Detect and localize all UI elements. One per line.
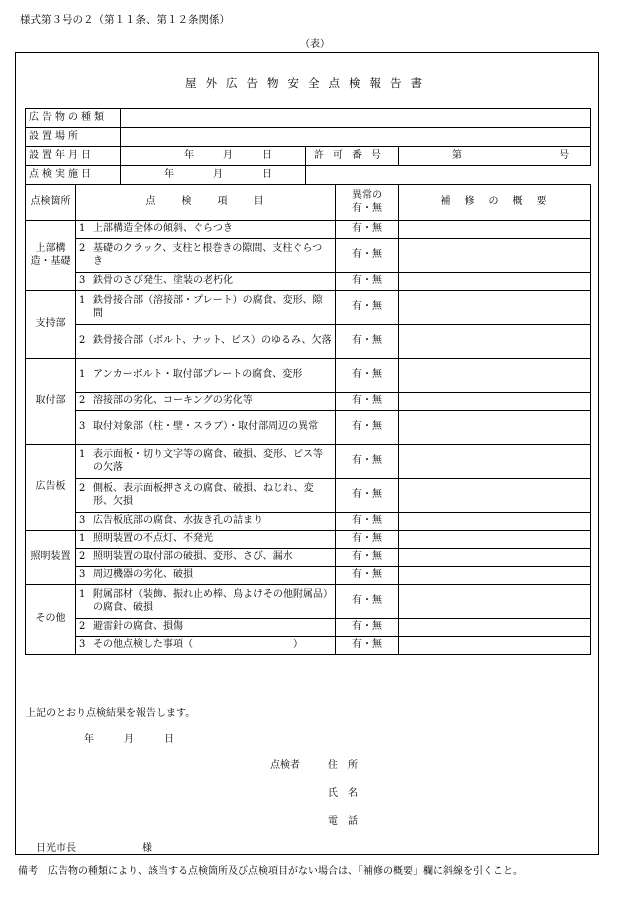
check-item [76,637,336,655]
check-item [76,479,336,513]
side-label: （表） [300,39,330,50]
item-text: 広告板底部の腐食、水抜き孔の詰まり [93,515,263,527]
month-unit: 月 [213,168,223,180]
abnormal-choice[interactable]: 有・無 [336,567,399,585]
item-text: 鉄骨のさび発生、塗装の老朽化 [93,275,233,287]
section-label: 広告板 [26,445,76,531]
remarks-note: 備考 広告物の種類により、該当する点検箇所及び点検項目がない場合は、「補修の概要」欄に斜線を引くこと。 [18,866,523,877]
permit-suffix: 号 [559,149,570,161]
permit-label: 許可番号 [306,147,399,166]
name-label: 氏 名 [328,788,358,799]
table-row [26,585,591,619]
item-number: 2 [79,395,86,407]
item-number: 2 [79,621,86,633]
repair-summary-cell[interactable] [399,445,591,479]
phone-label: 電 話 [328,816,358,827]
check-item [76,549,336,567]
item-number: 1 [79,295,86,306]
honorific-label: 様 [142,843,152,854]
check-item [76,567,336,585]
repair-summary-cell[interactable] [399,359,591,393]
check-item [76,359,336,393]
item-text: 鉄骨接合部（ボルト、ナット、ビス）のゆるみ、欠落 [93,335,332,347]
items-header: 点 検 項 目 [76,185,336,221]
day-unit: 日 [262,149,272,161]
abnormal-choice[interactable]: 有・無 [336,273,399,291]
item-text: 周辺機器の劣化、破損 [93,569,193,581]
item-text: 避雷針の腐食、損傷 [93,621,183,633]
item-text: アンカーボルト・取付部プレートの腐食、変形 [93,369,303,381]
item-number: 3 [79,639,86,651]
table-row [26,393,591,411]
abnormal-choice[interactable]: 有・無 [336,445,399,479]
check-item [76,291,336,325]
form-number: 様式第３号の２（第１１条、第１２条関係） [20,14,230,26]
check-item [76,619,336,637]
item-text: 照明装置の不点灯、不発光 [93,533,213,545]
abnormal-choice[interactable]: 有・無 [336,411,399,445]
abnormal-choice[interactable]: 有・無 [336,585,399,619]
repair-summary-cell[interactable] [399,479,591,513]
abnormal-choice[interactable]: 有・無 [336,637,399,655]
inspector-label: 点検者 [270,760,300,771]
item-number: 1 [79,449,86,460]
permit-field[interactable] [399,147,591,166]
abnormal-choice[interactable]: 有・無 [336,359,399,393]
item-number: 3 [79,421,86,433]
item-number: 1 [79,533,86,545]
abnormal-choice[interactable]: 有・無 [336,479,399,513]
item-text: 照明装置の取付部の破損、変形、さび、漏水 [93,551,293,563]
repair-summary-cell[interactable] [399,325,591,359]
page-title: 屋外広告物安全点検報告書 [185,76,431,90]
install-date-field[interactable] [121,147,306,166]
table-row [26,479,591,513]
table-row [26,325,591,359]
item-text: 附属部材（装飾、振れ止め棒、鳥よけその他附属品）の腐食、破損 [93,589,328,613]
item-number: 3 [79,275,86,287]
inspect-date-label: 点検実施日 [26,166,121,185]
check-item [76,445,336,479]
repair-summary-cell[interactable] [399,619,591,637]
item-number: 1 [79,589,86,600]
table-row [26,359,591,393]
repair-summary-cell[interactable] [399,531,591,549]
repair-summary-cell[interactable] [399,291,591,325]
inspect-date-field[interactable] [121,166,306,185]
table-row [26,637,591,655]
abnormal-choice[interactable]: 有・無 [336,325,399,359]
year-unit: 年 [184,149,194,161]
permit-prefix: 第 [452,149,462,161]
section-label: その他 [26,585,76,655]
month-unit: 月 [223,149,233,161]
item-text: 取付対象部（柱・壁・スラブ）・取付部周辺の異常 [93,421,319,433]
item-text: 表示面板・切り文字等の腐食、破損、変形、ビス等の欠落 [93,449,323,473]
check-item [76,393,336,411]
check-item [76,585,336,619]
table-row [26,513,591,531]
repair-summary-cell[interactable] [399,221,591,239]
report-date: 年 月 日 [84,734,174,745]
item-text: 上部構造全体の傾斜、ぐらつき [93,223,233,235]
abnormal-choice[interactable]: 有・無 [336,531,399,549]
check-item [76,531,336,549]
item-number: 2 [79,551,86,563]
type-field[interactable] [121,109,591,128]
type-label: 広告物の種類 [26,109,121,128]
section-label: 照明装置 [26,531,76,585]
repair-summary-cell[interactable] [399,637,591,655]
location-header: 点検箇所 [26,185,76,221]
section-label: 上部構造・基礎 [26,221,76,291]
repair-summary-cell[interactable] [399,549,591,567]
check-item [76,411,336,445]
report-frame [15,52,599,855]
abnormal-header-line2: 有・無 [352,202,382,214]
place-label: 設置場所 [26,128,121,147]
item-text: 側板、表示面板押さえの腐食、破損、ねじれ、変形、欠損 [93,483,314,507]
item-text: その他点検した事項（ ） [93,639,303,651]
item-text: 溶接部の劣化、コーキングの劣化等 [93,395,253,407]
abnormal-choice[interactable]: 有・無 [336,619,399,637]
repair-summary-cell[interactable] [399,585,591,619]
item-number: 1 [79,223,86,235]
blank-cell [306,166,591,185]
table-row [26,619,591,637]
inspection-table [25,108,591,655]
repair-summary-cell[interactable] [399,567,591,585]
install-date-label: 設置年月日 [26,147,121,166]
abnormal-header-line1: 異常の [352,190,382,201]
table-row [26,531,591,549]
repair-header: 補 修 の 概 要 [399,185,591,221]
table-row [26,411,591,445]
repair-summary-cell[interactable] [399,393,591,411]
repair-summary-cell[interactable] [399,513,591,531]
check-item [76,513,336,531]
table-row [26,221,591,239]
table-row [26,239,591,273]
abnormal-choice[interactable]: 有・無 [336,221,399,239]
item-text: 鉄骨接合部（溶接部・プレート）の腐食、変形、隙間 [93,295,323,319]
item-text: 基礎のクラック、支柱と根巻きの隙間、支柱ぐらつき [93,243,323,267]
abnormal-choice[interactable]: 有・無 [336,291,399,325]
day-unit: 日 [262,168,272,180]
item-number: 2 [79,335,86,347]
table-row [26,445,591,479]
section-label: 支持部 [26,291,76,359]
repair-summary-cell[interactable] [399,411,591,445]
item-number: 2 [79,243,86,254]
table-row [26,273,591,291]
table-row [26,291,591,325]
address-label: 住 所 [328,760,358,771]
mayor-label: 日光市長 [36,843,76,854]
section-label: 取付部 [26,359,76,445]
check-item [76,239,336,273]
abnormal-choice[interactable]: 有・無 [336,393,399,411]
item-number: 3 [79,569,86,581]
abnormal-choice[interactable]: 有・無 [336,513,399,531]
item-number: 3 [79,515,86,527]
abnormal-choice[interactable]: 有・無 [336,239,399,273]
report-statement: 上記のとおり点検結果を報告します。 [26,708,196,719]
abnormal-header [336,185,399,221]
repair-summary-cell[interactable] [399,239,591,273]
place-field[interactable] [121,128,591,147]
table-row [26,567,591,585]
abnormal-choice[interactable]: 有・無 [336,549,399,567]
item-number: 2 [79,483,86,494]
table-row [26,549,591,567]
check-item [76,273,336,291]
check-item [76,221,336,239]
year-unit: 年 [164,168,174,180]
check-item [76,325,336,359]
repair-summary-cell[interactable] [399,273,591,291]
item-number: 1 [79,369,86,381]
